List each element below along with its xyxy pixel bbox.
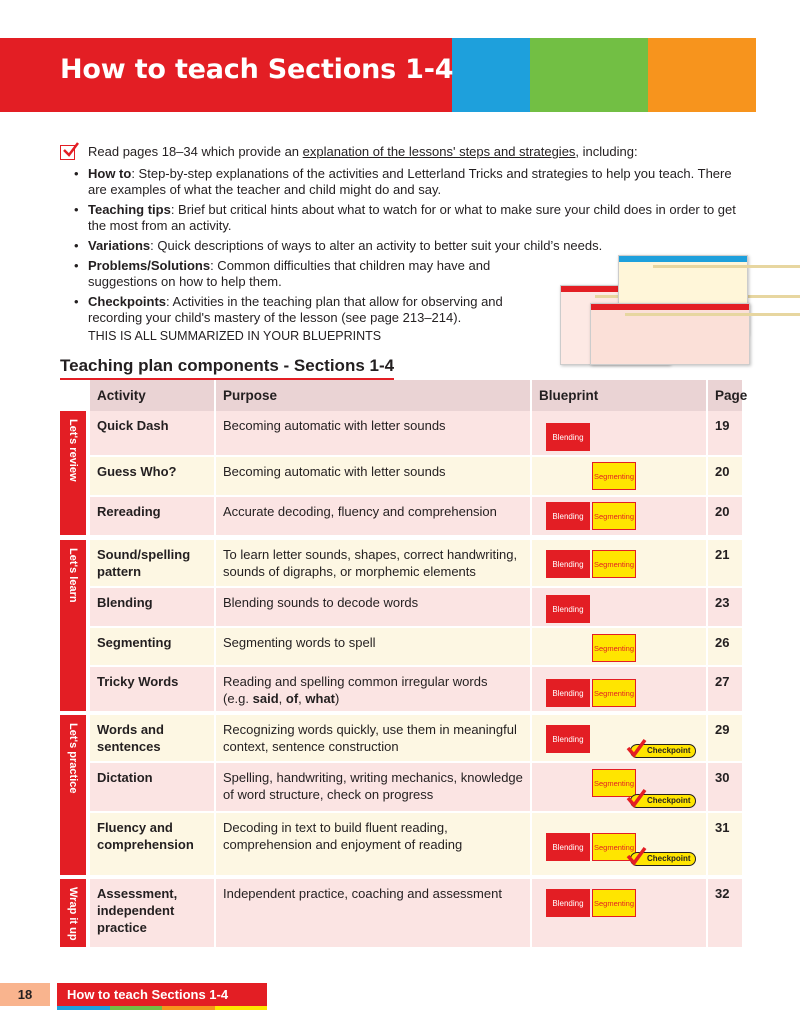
section-title: Teaching plan components - Sections 1-4 [60,356,394,380]
purpose-cell: Blending sounds to decode words [216,588,530,626]
header-page: Page [708,380,742,411]
table-row [90,411,742,455]
table-row [90,879,742,947]
purpose-cell: Independent practice, coaching and assessment [216,879,530,947]
activity-cell: Quick Dash [90,411,214,455]
blueprint-cell [532,540,706,586]
page-cell: 23 [708,588,742,626]
checkmark-icon [625,845,647,867]
blending-tag: Blending [546,833,590,861]
activity-cell: Blending [90,588,214,626]
page-cell: 27 [708,667,742,711]
activity-cell: Rereading [90,497,214,535]
header-red-block [0,38,452,112]
bullet-teaching-tips: • Teaching tips: Brief but critical hints about what to watch for or what to make sure your child does in order to get the most from an activity. [74,202,740,234]
summary-note: THIS IS ALL SUMMARIZED IN YOUR BLUEPRINTS [88,329,382,343]
bullet-how-to: • How to: Step-by-step explanations of the activities and Letterland Tricks and strategies to help you teach. There are examples of what the teacher and child might do and say. [74,166,740,198]
purpose-cell: Spelling, handwriting, writing mechanics, knowledge of word structure, check on progress [216,763,530,811]
blueprint-cell [532,411,706,455]
table-header [90,380,748,411]
bullet-checkpoints: • Checkpoints: Activities in the teaching plan that allow for observing and recording your child's mastery of the lesson (see page 213–214). [74,294,544,326]
segmenting-tag: Segmenting [592,679,636,707]
header-blueprint: Blueprint [532,380,706,411]
table-row [90,813,742,875]
footer-color-stripe [57,1006,267,1010]
header-green-block [530,38,648,112]
blueprint-cell [532,457,706,495]
blueprint-thumbnails [560,255,750,367]
blending-tag: Blending [546,550,590,578]
header-orange-block [648,38,756,112]
segmenting-tag: Segmenting [592,462,636,490]
header-blue-block [452,38,530,112]
group-lets-practice: Let's practice [60,715,86,875]
activity-cell: Guess Who? [90,457,214,495]
page-cell: 20 [708,497,742,535]
checkbox-icon [60,145,75,160]
intro-lead: Read pages 18–34 which provide an explanation of the lessons' steps and strategies, including: [88,144,638,159]
page-cell: 19 [708,411,742,455]
activity-cell: Tricky Words [90,667,214,711]
blueprint-cell [532,667,706,711]
page-cell: 30 [708,763,742,811]
table-row [90,763,742,811]
activity-cell: Assessment, independent practice [90,879,214,947]
activity-cell: Fluency and comprehension [90,813,214,875]
group-wrap-it-up: Wrap it up [60,879,86,947]
blueprint-cell [532,497,706,535]
page-title: How to teach Sections 1-4 [60,54,454,85]
table-row [90,457,742,495]
header-purpose: Purpose [216,380,530,411]
bullet-problems-solutions: • Problems/Solutions: Common difficulties that children may have and suggestions on how to help them. [74,258,544,290]
table-row [90,497,742,535]
page-cell: 32 [708,879,742,947]
purpose-cell: To learn letter sounds, shapes, correct handwriting, sounds of digraphs, or morphemic elements [216,540,530,586]
table-row [90,628,742,665]
checkmark-icon [625,787,647,809]
purpose-cell: Recognizing words quickly, use them in meaningful context, sentence construction [216,715,530,761]
group-lets-review: Let's review [60,411,86,535]
checkpoint-badge: Checkpoint [630,852,696,866]
page-cell: 31 [708,813,742,875]
table-row [90,588,742,626]
activity-cell: Sound/spelling pattern [90,540,214,586]
activity-cell: Dictation [90,763,214,811]
segmenting-tag: Segmenting [592,550,636,578]
header-band [0,38,756,112]
segmenting-tag: Segmenting [592,769,636,797]
blending-tag: Blending [546,889,590,917]
segmenting-tag: Segmenting [592,502,636,530]
table-row [90,667,742,711]
blending-tag: Blending [546,595,590,623]
blueprint-cell [532,763,706,811]
page-cell: 20 [708,457,742,495]
blueprint-cell [532,879,706,947]
blending-tag: Blending [546,423,590,451]
table-row [90,715,742,761]
purpose-cell: Segmenting words to spell [216,628,530,665]
blending-tag: Blending [546,725,590,753]
page-footer [0,983,267,1006]
purpose-cell: Accurate decoding, fluency and comprehension [216,497,530,535]
blueprint-cell [532,715,706,761]
table-row [90,540,742,586]
purpose-cell: Decoding in text to build fluent reading, comprehension and enjoyment of reading [216,813,530,875]
activity-cell: Words and sentences [90,715,214,761]
page-cell: 29 [708,715,742,761]
bullet-variations: • Variations: Quick descriptions of ways to alter an activity to better suit your child’s needs. [74,238,740,254]
segmenting-tag: Segmenting [592,833,636,861]
blueprint-cell [532,628,706,665]
segmenting-tag: Segmenting [592,634,636,662]
blending-tag: Blending [546,679,590,707]
purpose-cell: Becoming automatic with letter sounds [216,411,530,455]
page-number: 18 [0,983,50,1006]
segmenting-tag: Segmenting [592,889,636,917]
footer-title: How to teach Sections 1-4 [57,983,267,1006]
blueprint-cell [532,588,706,626]
steps-strategies-link: explanation of the lessons' steps and strategies, [302,144,580,159]
blueprint-thumbnail [590,303,750,365]
page-cell: 21 [708,540,742,586]
purpose-cell: Becoming automatic with letter sounds [216,457,530,495]
group-lets-learn: Let's learn [60,540,86,711]
blueprint-cell [532,813,706,875]
purpose-cell: Reading and spelling common irregular words (e.g. said, of, what) [216,667,530,711]
checkmark-icon [625,737,647,759]
checkpoint-badge: Checkpoint [630,744,696,758]
header-activity: Activity [90,380,214,411]
page-cell: 26 [708,628,742,665]
blending-tag: Blending [546,502,590,530]
activity-cell: Segmenting [90,628,214,665]
checkpoint-badge: Checkpoint [630,794,696,808]
